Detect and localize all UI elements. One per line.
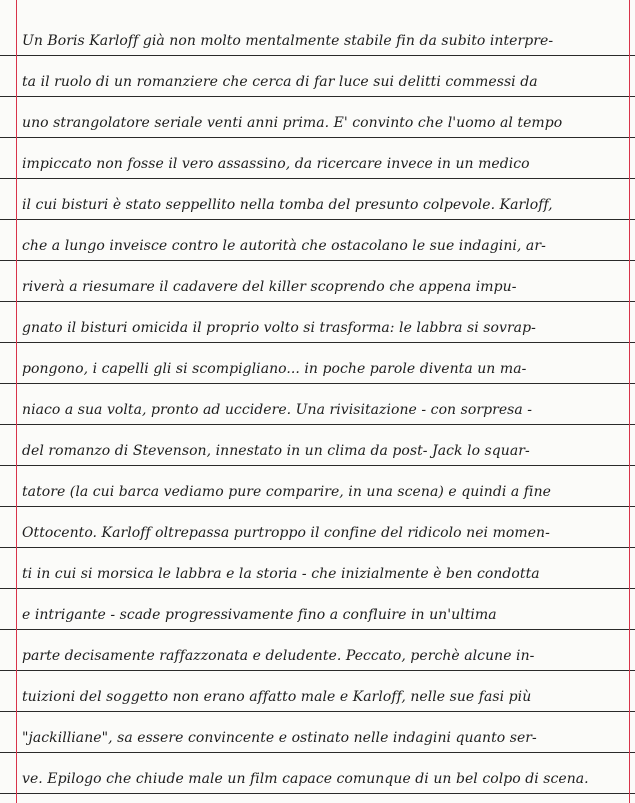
text-line-2: ta il ruolo di un romanziere che cerca di far luce sui delitti commessi da (22, 74, 538, 90)
text-line-15: e intrigante - scade progressivamente fino a confluire in un'ultima (22, 607, 497, 623)
text-line-12: tatore (la cui barca vediamo pure comparire, in una scena) e quindi a fine (22, 484, 551, 500)
text-line-13: Ottocento. Karloff oltrepassa purtroppo il confine del ridicolo nei momen- (22, 525, 550, 541)
text-line-11: del romanzo di Stevenson, innestato in un clima da post- Jack lo squar- (22, 443, 530, 459)
text-line-9: pongono, i capelli gli si scompigliano... in poche parole diventa un ma- (22, 361, 527, 377)
left-margin-line (16, 0, 17, 803)
text-line-16: parte decisamente raffazzonata e deludente. Peccato, perchè alcune in- (22, 648, 535, 664)
text-line-10: niaco a sua volta, pronto ad uccidere. Una rivisitazione - con sorpresa - (22, 402, 533, 418)
text-line-17: tuizioni del soggetto non erano affatto male e Karloff, nelle sue fasi più (22, 689, 532, 705)
text-line-8: gnato il bisturi omicida il proprio volto si trasforma: le labbra si sovrap- (22, 320, 536, 336)
text-line-5: il cui bisturi è stato seppellito nella tomba del presunto colpevole. Karloff, (22, 197, 553, 213)
text-line-19: ve. Epilogo che chiude male un film capace comunque di un bel colpo di scena. (22, 771, 589, 787)
text-line-14: ti in cui si morsica le labbra e la storia - che inizialmente è ben condotta (22, 566, 540, 582)
text-line-4: impiccato non fosse il vero assassino, da ricercare invece in un medico (22, 156, 530, 172)
handwritten-text (22, 32, 622, 803)
text-line-3: uno strangolatore seriale venti anni prima. E' convinto che l'uomo al tempo (22, 115, 563, 131)
text-line-7: riverà a riesumare il cadavere del killer scoprendo che appena impu- (22, 279, 517, 295)
text-line-18: "jackilliane", sa essere convincente e ostinato nelle indagini quanto ser- (22, 730, 537, 746)
text-line-1: Un Boris Karloff già non molto mentalmente stabile fin da subito interpre- (22, 33, 554, 49)
right-margin-line (629, 0, 630, 803)
text-line-6: che a lungo inveisce contro le autorità che ostacolano le sue indagini, ar- (22, 238, 546, 254)
